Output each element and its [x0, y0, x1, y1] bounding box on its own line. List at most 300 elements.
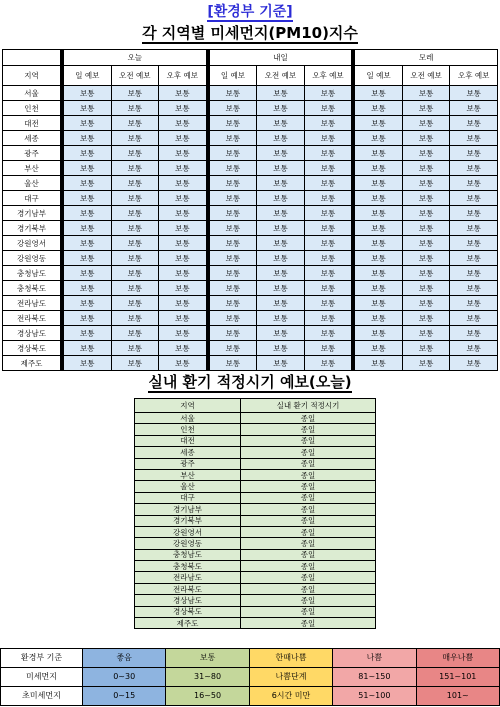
- ventilation-time: 종일: [241, 572, 376, 583]
- forecast-value: 보통: [355, 311, 403, 326]
- sub-header: 오전 예보: [111, 66, 159, 86]
- ventilation-time: 종일: [241, 618, 376, 629]
- forecast-value: 보통: [304, 236, 352, 251]
- ventilation-time: 종일: [241, 458, 376, 469]
- forecast-value: 보통: [257, 356, 305, 371]
- forecast-value: 보통: [209, 311, 257, 326]
- region-name: 서울: [3, 86, 61, 101]
- forecast-value: 보통: [450, 116, 498, 131]
- forecast-value: 보통: [355, 236, 403, 251]
- forecast-value: 보통: [450, 221, 498, 236]
- forecast-row: [3, 326, 498, 341]
- forecast-row: [3, 101, 498, 116]
- forecast-value: 보통: [209, 326, 257, 341]
- forecast-value: 보통: [450, 326, 498, 341]
- ventilation-region: 서울: [135, 413, 241, 424]
- ventilation-header-row: [135, 399, 376, 413]
- forecast-value: 보통: [304, 116, 352, 131]
- forecast-value: 보통: [159, 341, 207, 356]
- ventilation-region: 울산: [135, 481, 241, 492]
- forecast-value: 보통: [111, 251, 159, 266]
- forecast-value: 보통: [159, 176, 207, 191]
- forecast-value: 보통: [64, 101, 112, 116]
- forecast-value: 보통: [355, 356, 403, 371]
- day-header-today: 오늘: [64, 50, 207, 66]
- ventilation-time: 종일: [241, 515, 376, 526]
- pm25-good-range: 0~15: [83, 687, 166, 706]
- forecast-value: 보통: [159, 236, 207, 251]
- ventilation-row: [135, 618, 376, 629]
- forecast-row: [3, 341, 498, 356]
- forecast-value: 보통: [64, 236, 112, 251]
- ventilation-row: [135, 538, 376, 549]
- ventilation-row: [135, 561, 376, 572]
- ventilation-time: 종일: [241, 469, 376, 480]
- forecast-value: 보통: [257, 236, 305, 251]
- region-name: 울산: [3, 176, 61, 191]
- forecast-value: 보통: [402, 116, 450, 131]
- forecast-value: 보통: [304, 356, 352, 371]
- pm10-normal-range: 31~80: [166, 668, 249, 687]
- forecast-value: 보통: [111, 221, 159, 236]
- forecast-value: 보통: [257, 326, 305, 341]
- region-name: 강원영동: [3, 251, 61, 266]
- forecast-value: 보통: [257, 131, 305, 146]
- forecast-value: 보통: [402, 176, 450, 191]
- pm10-label: 미세먼지: [1, 668, 83, 687]
- forecast-value: 보통: [159, 326, 207, 341]
- ventilation-title: 실내 환기 적정시기 예보(오늘): [148, 373, 352, 391]
- region-name: 경기남부: [3, 206, 61, 221]
- ventilation-region: 제주도: [135, 618, 241, 629]
- ventilation-row: [135, 469, 376, 480]
- forecast-row: [3, 86, 498, 101]
- forecast-row: [3, 206, 498, 221]
- forecast-value: 보통: [450, 86, 498, 101]
- forecast-value: 보통: [450, 161, 498, 176]
- forecast-value: 보통: [355, 191, 403, 206]
- forecast-value: 보통: [257, 266, 305, 281]
- ventilation-row: [135, 526, 376, 537]
- forecast-row: [3, 311, 498, 326]
- forecast-value: 보통: [111, 176, 159, 191]
- forecast-value: 보통: [159, 146, 207, 161]
- forecast-value: 보통: [111, 101, 159, 116]
- ventilation-row: [135, 413, 376, 424]
- forecast-value: 보통: [159, 191, 207, 206]
- pm10-good-range: 0~30: [83, 668, 166, 687]
- forecast-value: 보통: [111, 356, 159, 371]
- sub-header: 오전 예보: [257, 66, 305, 86]
- forecast-row: [3, 161, 498, 176]
- forecast-value: 보통: [402, 251, 450, 266]
- forecast-row: [3, 176, 498, 191]
- forecast-value: 보통: [402, 101, 450, 116]
- forecast-value: 보통: [304, 266, 352, 281]
- forecast-value: 보통: [111, 86, 159, 101]
- ventilation-time: 종일: [241, 595, 376, 606]
- forecast-value: 보통: [64, 206, 112, 221]
- forecast-value: 보통: [111, 341, 159, 356]
- forecast-value: 보통: [209, 191, 257, 206]
- forecast-row: [3, 281, 498, 296]
- ventilation-region: 전라남도: [135, 572, 241, 583]
- forecast-value: 보통: [304, 326, 352, 341]
- forecast-value: 보통: [209, 116, 257, 131]
- standard-source-label: [환경부 기준]: [207, 4, 293, 20]
- forecast-value: 보통: [159, 266, 207, 281]
- forecast-value: 보통: [257, 221, 305, 236]
- sub-header: 일 예보: [209, 66, 257, 86]
- forecast-value: 보통: [257, 116, 305, 131]
- forecast-value: 보통: [304, 176, 352, 191]
- forecast-value: 보통: [209, 281, 257, 296]
- forecast-value: 보통: [111, 266, 159, 281]
- forecast-value: 보통: [209, 146, 257, 161]
- forecast-value: 보통: [159, 356, 207, 371]
- forecast-value: 보통: [304, 341, 352, 356]
- ventilation-time: 종일: [241, 561, 376, 572]
- day-header-tomorrow: 내일: [209, 50, 352, 66]
- forecast-value: 보통: [304, 86, 352, 101]
- forecast-value: 보통: [450, 356, 498, 371]
- ventilation-time: 종일: [241, 583, 376, 594]
- sub-header: 오후 예보: [159, 66, 207, 86]
- forecast-value: 보통: [159, 131, 207, 146]
- forecast-value: 보통: [111, 161, 159, 176]
- forecast-value: 보통: [64, 296, 112, 311]
- ventilation-row: [135, 458, 376, 469]
- forecast-value: 보통: [111, 296, 159, 311]
- forecast-value: 보통: [402, 86, 450, 101]
- forecast-value: 보통: [304, 296, 352, 311]
- pm25-bad-range: 51~100: [333, 687, 416, 706]
- forecast-row: [3, 296, 498, 311]
- ventilation-row: [135, 504, 376, 515]
- forecast-value: 보통: [64, 146, 112, 161]
- ventilation-table: [134, 398, 376, 629]
- forecast-value: 보통: [209, 236, 257, 251]
- pm25-normal-range: 16~50: [166, 687, 249, 706]
- forecast-value: 보통: [64, 341, 112, 356]
- forecast-value: 보통: [450, 266, 498, 281]
- forecast-value: 보통: [257, 341, 305, 356]
- ventilation-region: 경기북부: [135, 515, 241, 526]
- ventilation-time: 종일: [241, 481, 376, 492]
- forecast-value: 보통: [355, 251, 403, 266]
- forecast-value: 보통: [209, 86, 257, 101]
- forecast-value: 보통: [159, 116, 207, 131]
- forecast-value: 보통: [159, 221, 207, 236]
- ventilation-region: 경상북도: [135, 606, 241, 617]
- forecast-value: 보통: [402, 311, 450, 326]
- forecast-value: 보통: [111, 191, 159, 206]
- forecast-value: 보통: [355, 101, 403, 116]
- forecast-value: 보통: [450, 101, 498, 116]
- forecast-value: 보통: [402, 236, 450, 251]
- forecast-value: 보통: [355, 161, 403, 176]
- forecast-value: 보통: [64, 356, 112, 371]
- ventilation-row: [135, 595, 376, 606]
- region-name: 대전: [3, 116, 61, 131]
- forecast-value: 보통: [402, 296, 450, 311]
- grade-standard-table: [0, 648, 500, 706]
- forecast-value: 보통: [209, 101, 257, 116]
- forecast-value: 보통: [355, 206, 403, 221]
- ventilation-region-header: 지역: [135, 399, 241, 413]
- forecast-value: 보통: [402, 281, 450, 296]
- forecast-value: 보통: [257, 161, 305, 176]
- ventilation-row: [135, 447, 376, 458]
- ventilation-time: 종일: [241, 606, 376, 617]
- forecast-value: 보통: [64, 86, 112, 101]
- ventilation-region: 인천: [135, 424, 241, 435]
- forecast-value: 보통: [450, 206, 498, 221]
- forecast-value: 보통: [402, 161, 450, 176]
- forecast-value: 보통: [450, 296, 498, 311]
- pm25-range-row: [1, 687, 500, 706]
- region-name: 전라북도: [3, 311, 61, 326]
- forecast-value: 보통: [111, 131, 159, 146]
- forecast-value: 보통: [257, 191, 305, 206]
- sub-header: 일 예보: [355, 66, 403, 86]
- region-column-header: 지역: [3, 66, 61, 86]
- forecast-value: 보통: [402, 191, 450, 206]
- grade-level-row: [1, 649, 500, 668]
- region-name: 경상북도: [3, 341, 61, 356]
- ventilation-time: 종일: [241, 549, 376, 560]
- forecast-value: 보통: [159, 206, 207, 221]
- forecast-value: 보통: [111, 281, 159, 296]
- sub-header: 오후 예보: [304, 66, 352, 86]
- forecast-value: 보통: [450, 131, 498, 146]
- ventilation-row: [135, 549, 376, 560]
- forecast-value: 보통: [257, 101, 305, 116]
- grade-temp-bad: 한때나쁨: [249, 649, 332, 668]
- forecast-value: 보통: [355, 116, 403, 131]
- forecast-value: 보통: [304, 281, 352, 296]
- forecast-value: 보통: [111, 311, 159, 326]
- forecast-value: 보통: [64, 326, 112, 341]
- forecast-value: 보통: [402, 356, 450, 371]
- region-name: 경기북부: [3, 221, 61, 236]
- temp-bad-duration: 6시간 미만: [249, 687, 332, 706]
- corner-cell: [3, 50, 61, 66]
- pm10-bad-range: 81~150: [333, 668, 416, 687]
- forecast-value: 보통: [355, 221, 403, 236]
- forecast-value: 보통: [111, 146, 159, 161]
- forecast-value: 보통: [450, 251, 498, 266]
- ventilation-region: 충청북도: [135, 561, 241, 572]
- forecast-value: 보통: [64, 251, 112, 266]
- sub-header: 일 예보: [64, 66, 112, 86]
- pm10-very-bad-range: 151~101: [416, 668, 499, 687]
- forecast-value: 보통: [304, 161, 352, 176]
- forecast-value: 보통: [64, 221, 112, 236]
- day-header-day-after: 모레: [355, 50, 498, 66]
- forecast-value: 보통: [450, 341, 498, 356]
- forecast-value: 보통: [450, 311, 498, 326]
- forecast-value: 보통: [64, 281, 112, 296]
- region-name: 전라남도: [3, 296, 61, 311]
- ventilation-time: 종일: [241, 504, 376, 515]
- forecast-value: 보통: [355, 341, 403, 356]
- forecast-value: 보통: [209, 161, 257, 176]
- forecast-value: 보통: [355, 296, 403, 311]
- forecast-value: 보통: [304, 191, 352, 206]
- forecast-value: 보통: [64, 131, 112, 146]
- forecast-value: 보통: [402, 221, 450, 236]
- grade-corner-cell: 환경부 기준: [1, 649, 83, 668]
- forecast-value: 보통: [64, 161, 112, 176]
- forecast-value: 보통: [209, 356, 257, 371]
- forecast-row: [3, 191, 498, 206]
- ventilation-row: [135, 435, 376, 446]
- forecast-value: 보통: [209, 266, 257, 281]
- ventilation-row: [135, 572, 376, 583]
- forecast-value: 보통: [111, 236, 159, 251]
- ventilation-region: 대전: [135, 435, 241, 446]
- forecast-value: 보통: [209, 221, 257, 236]
- region-name: 광주: [3, 146, 61, 161]
- forecast-row: [3, 251, 498, 266]
- forecast-value: 보통: [257, 251, 305, 266]
- ventilation-row: [135, 481, 376, 492]
- sub-header: 오후 예보: [450, 66, 498, 86]
- forecast-value: 보통: [257, 146, 305, 161]
- forecast-value: 보통: [304, 101, 352, 116]
- region-name: 인천: [3, 101, 61, 116]
- ventilation-region: 세종: [135, 447, 241, 458]
- forecast-row: [3, 356, 498, 371]
- forecast-value: 보통: [111, 116, 159, 131]
- forecast-value: 보통: [111, 206, 159, 221]
- ventilation-region: 부산: [135, 469, 241, 480]
- forecast-value: 보통: [355, 176, 403, 191]
- forecast-value: 보통: [209, 176, 257, 191]
- forecast-value: 보통: [159, 296, 207, 311]
- grade-good: 좋음: [83, 649, 166, 668]
- forecast-value: 보통: [64, 311, 112, 326]
- forecast-row: [3, 116, 498, 131]
- ventilation-time: 종일: [241, 435, 376, 446]
- ventilation-time: 종일: [241, 526, 376, 537]
- forecast-value: 보통: [64, 191, 112, 206]
- forecast-value: 보통: [209, 131, 257, 146]
- forecast-subheader-row: [3, 66, 498, 86]
- forecast-value: 보통: [209, 206, 257, 221]
- sub-header: 오전 예보: [402, 66, 450, 86]
- region-name: 충청북도: [3, 281, 61, 296]
- forecast-value: 보통: [355, 86, 403, 101]
- region-name: 대구: [3, 191, 61, 206]
- forecast-row: [3, 236, 498, 251]
- forecast-value: 보통: [402, 341, 450, 356]
- pm10-range-row: [1, 668, 500, 687]
- ventilation-region: 경기남부: [135, 504, 241, 515]
- pm25-label: 초미세먼지: [1, 687, 83, 706]
- forecast-value: 보통: [450, 236, 498, 251]
- ventilation-region: 강원영서: [135, 526, 241, 537]
- forecast-value: 보통: [159, 251, 207, 266]
- forecast-value: 보통: [355, 131, 403, 146]
- forecast-value: 보통: [159, 161, 207, 176]
- ventilation-row: [135, 492, 376, 503]
- forecast-value: 보통: [402, 266, 450, 281]
- forecast-value: 보통: [304, 206, 352, 221]
- ventilation-region: 대구: [135, 492, 241, 503]
- grade-normal: 보통: [166, 649, 249, 668]
- forecast-value: 보통: [402, 206, 450, 221]
- ventilation-region: 광주: [135, 458, 241, 469]
- forecast-row: [3, 266, 498, 281]
- forecast-value: 보통: [257, 311, 305, 326]
- forecast-row: [3, 131, 498, 146]
- ventilation-region: 강원영동: [135, 538, 241, 549]
- forecast-value: 보통: [355, 146, 403, 161]
- region-name: 세종: [3, 131, 61, 146]
- forecast-value: 보통: [257, 176, 305, 191]
- ventilation-row: [135, 424, 376, 435]
- ventilation-time: 종일: [241, 492, 376, 503]
- grade-bad: 나쁨: [333, 649, 416, 668]
- forecast-value: 보통: [111, 326, 159, 341]
- ventilation-time: 종일: [241, 538, 376, 549]
- forecast-value: 보통: [257, 86, 305, 101]
- forecast-value: 보통: [402, 131, 450, 146]
- region-name: 부산: [3, 161, 61, 176]
- forecast-row: [3, 146, 498, 161]
- region-name: 충청남도: [3, 266, 61, 281]
- ventilation-time: 종일: [241, 413, 376, 424]
- forecast-value: 보통: [159, 281, 207, 296]
- forecast-value: 보통: [450, 176, 498, 191]
- forecast-value: 보통: [209, 341, 257, 356]
- forecast-value: 보통: [209, 251, 257, 266]
- forecast-value: 보통: [304, 311, 352, 326]
- forecast-value: 보통: [402, 326, 450, 341]
- ventilation-row: [135, 606, 376, 617]
- forecast-value: 보통: [304, 146, 352, 161]
- region-name: 경상남도: [3, 326, 61, 341]
- forecast-value: 보통: [355, 266, 403, 281]
- forecast-value: 보통: [355, 326, 403, 341]
- pm25-very-bad-range: 101~: [416, 687, 499, 706]
- forecast-value: 보통: [304, 221, 352, 236]
- forecast-value: 보통: [402, 146, 450, 161]
- ventilation-time: 종일: [241, 424, 376, 435]
- forecast-value: 보통: [159, 311, 207, 326]
- forecast-day-header-row: [3, 50, 498, 66]
- forecast-value: 보통: [64, 266, 112, 281]
- forecast-value: 보통: [355, 281, 403, 296]
- temp-bad-stage: 나쁨단계: [249, 668, 332, 687]
- ventilation-region: 경상남도: [135, 595, 241, 606]
- region-name: 제주도: [3, 356, 61, 371]
- forecast-row: [3, 221, 498, 236]
- ventilation-time-header: 실내 환기 적정시기: [241, 399, 376, 413]
- forecast-value: 보통: [450, 191, 498, 206]
- forecast-value: 보통: [304, 131, 352, 146]
- pm10-index-title: 각 지역별 미세먼지(PM10)지수: [142, 24, 358, 42]
- forecast-value: 보통: [257, 296, 305, 311]
- grade-very-bad: 매우나쁨: [416, 649, 499, 668]
- forecast-value: 보통: [257, 206, 305, 221]
- forecast-value: 보통: [159, 86, 207, 101]
- ventilation-region: 충청남도: [135, 549, 241, 560]
- forecast-value: 보통: [450, 281, 498, 296]
- ventilation-time: 종일: [241, 447, 376, 458]
